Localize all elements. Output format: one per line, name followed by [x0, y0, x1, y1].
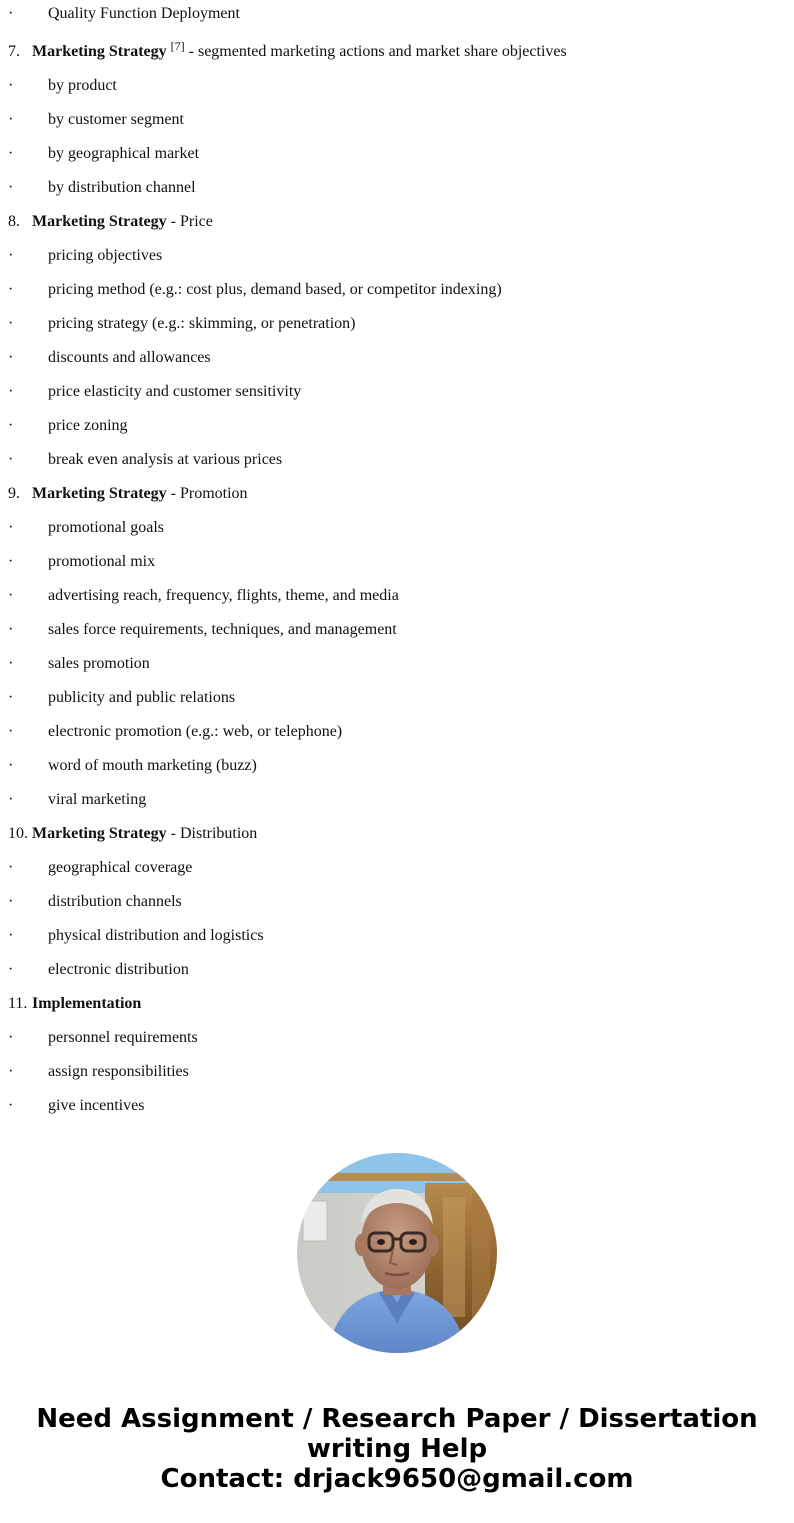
section-title-rest: - Distribution: [166, 825, 258, 842]
bullet-marker: ·: [8, 1097, 14, 1114]
bullet-text: sales promotion: [48, 655, 150, 672]
bullet-marker: ·: [8, 757, 14, 774]
bullet-item: [0, 586, 794, 620]
bullet-marker: ·: [8, 1029, 14, 1046]
bullet-item: [0, 4, 794, 38]
section-title-rest: - segmented marketing actions and market share objectives: [184, 43, 567, 60]
section-heading-10: [0, 824, 794, 858]
bullet-item: [0, 280, 794, 314]
bullet-text: promotional mix: [48, 553, 156, 570]
bullet-item: [0, 246, 794, 280]
bullet-text: geographical coverage: [48, 859, 193, 876]
bullet-text: by geographical market: [48, 145, 200, 162]
bullet-marker: ·: [8, 689, 14, 706]
section-heading-7: [0, 39, 794, 76]
bullet-marker: ·: [8, 179, 14, 196]
bullet-marker: ·: [8, 961, 14, 978]
bullet-text: break even analysis at various prices: [48, 451, 283, 468]
bullet-item: [0, 688, 794, 722]
cta-line-1: Need Assignment / Research Paper / Dissertation: [36, 1404, 758, 1434]
bullet-text: electronic distribution: [48, 961, 189, 978]
section-title-rest: - Price: [166, 213, 213, 230]
bullet-marker: ·: [8, 927, 14, 944]
section-heading-9: [0, 484, 794, 518]
section-heading-8: [0, 212, 794, 246]
bullet-item: [0, 892, 794, 926]
bullet-item: [0, 620, 794, 654]
bullet-text: price zoning: [48, 417, 128, 434]
bullet-item: [0, 722, 794, 756]
bullet-marker: ·: [8, 553, 14, 570]
bullet-item: [0, 314, 794, 348]
section-title-bold: Implementation: [32, 995, 142, 1012]
cta-line-2: writing Help: [306, 1434, 488, 1464]
bullet-text: discounts and allowances: [48, 349, 211, 366]
bullet-marker: ·: [8, 111, 14, 128]
bullet-item: [0, 518, 794, 552]
bullet-item: [0, 1062, 794, 1096]
bullet-marker: ·: [8, 281, 14, 298]
bullet-marker: ·: [8, 315, 14, 332]
bullet-text: pricing objectives: [48, 247, 163, 264]
bullet-text: give incentives: [48, 1097, 145, 1114]
bullet-item: [0, 178, 794, 212]
bullet-item: [0, 110, 794, 144]
bullet-text: Quality Function Deployment: [48, 5, 240, 22]
section-number: 10.: [8, 825, 28, 842]
bullet-text: pricing strategy (e.g.: skimming, or penetration): [48, 315, 356, 332]
bullet-text: distribution channels: [48, 893, 182, 910]
bullet-marker: ·: [8, 247, 14, 264]
contact-banner: [0, 1404, 794, 1494]
bullet-item: [0, 1096, 794, 1130]
bullet-text: by product: [48, 77, 117, 94]
bullet-text: promotional goals: [48, 519, 164, 536]
bullet-item: [0, 654, 794, 688]
bullet-text: personnel requirements: [48, 1029, 198, 1046]
bullet-marker: ·: [8, 5, 14, 22]
bullet-marker: ·: [8, 655, 14, 672]
bullet-marker: ·: [8, 349, 14, 366]
bullet-item: [0, 450, 794, 484]
bullet-text: physical distribution and logistics: [48, 927, 264, 944]
section-title-bold: Marketing Strategy: [32, 213, 167, 230]
bullet-item: [0, 858, 794, 892]
bullet-marker: ·: [8, 383, 14, 400]
author-avatar: [297, 1153, 497, 1353]
bullet-marker: ·: [8, 77, 14, 94]
bullet-text: price elasticity and customer sensitivity: [48, 383, 302, 400]
bullet-marker: ·: [8, 859, 14, 876]
bullet-marker: ·: [8, 145, 14, 162]
section-title: [32, 824, 257, 844]
section-title-rest: - Promotion: [166, 485, 248, 502]
bullet-marker: ·: [8, 451, 14, 468]
section-title: [32, 212, 213, 232]
section-number: 11.: [8, 995, 28, 1012]
section-heading-11: [0, 994, 794, 1028]
section-title-bold: Marketing Strategy: [32, 485, 167, 502]
section-title: [32, 39, 567, 62]
bullet-item: [0, 1028, 794, 1062]
bullet-text: electronic promotion (e.g.: web, or telephone): [48, 723, 343, 740]
bullet-item: [0, 790, 794, 824]
cta-contact-email[interactable]: Contact: drjack9650@gmail.com: [160, 1464, 634, 1494]
bullet-item: [0, 382, 794, 416]
bullet-text: word of mouth marketing (buzz): [48, 757, 257, 774]
bullet-marker: ·: [8, 417, 14, 434]
bullet-text: sales force requirements, techniques, and management: [48, 621, 397, 638]
bullet-marker: ·: [8, 791, 14, 808]
bullet-text: advertising reach, frequency, flights, theme, and media: [48, 587, 399, 604]
section-number: 8.: [8, 213, 20, 230]
section-number: 9.: [8, 485, 20, 502]
bullet-item: [0, 960, 794, 994]
bullet-item: [0, 416, 794, 450]
bullet-text: publicity and public relations: [48, 689, 236, 706]
citation-link[interactable]: [7]: [170, 39, 185, 53]
bullet-item: [0, 552, 794, 586]
bullet-marker: ·: [8, 519, 14, 536]
section-title-bold: Marketing Strategy: [32, 825, 167, 842]
bullet-marker: ·: [8, 587, 14, 604]
bullet-marker: ·: [8, 723, 14, 740]
bullet-item: [0, 756, 794, 790]
bullet-item: [0, 144, 794, 178]
bullet-text: assign responsibilities: [48, 1063, 189, 1080]
bullet-text: viral marketing: [48, 791, 147, 808]
section-title: [32, 994, 141, 1014]
bullet-item: [0, 76, 794, 110]
bullet-text: by distribution channel: [48, 179, 196, 196]
bullet-text: by customer segment: [48, 111, 184, 128]
bullet-text: pricing method (e.g.: cost plus, demand based, or competitor indexing): [48, 281, 502, 298]
bullet-marker: ·: [8, 621, 14, 638]
section-number: 7.: [8, 43, 20, 60]
section-title: [32, 484, 248, 504]
section-title-bold: Marketing Strategy: [32, 43, 167, 60]
bullet-item: [0, 348, 794, 382]
avatar-image: [297, 1153, 497, 1353]
bullet-marker: ·: [8, 893, 14, 910]
bullet-marker: ·: [8, 1063, 14, 1080]
bullet-item: [0, 926, 794, 960]
